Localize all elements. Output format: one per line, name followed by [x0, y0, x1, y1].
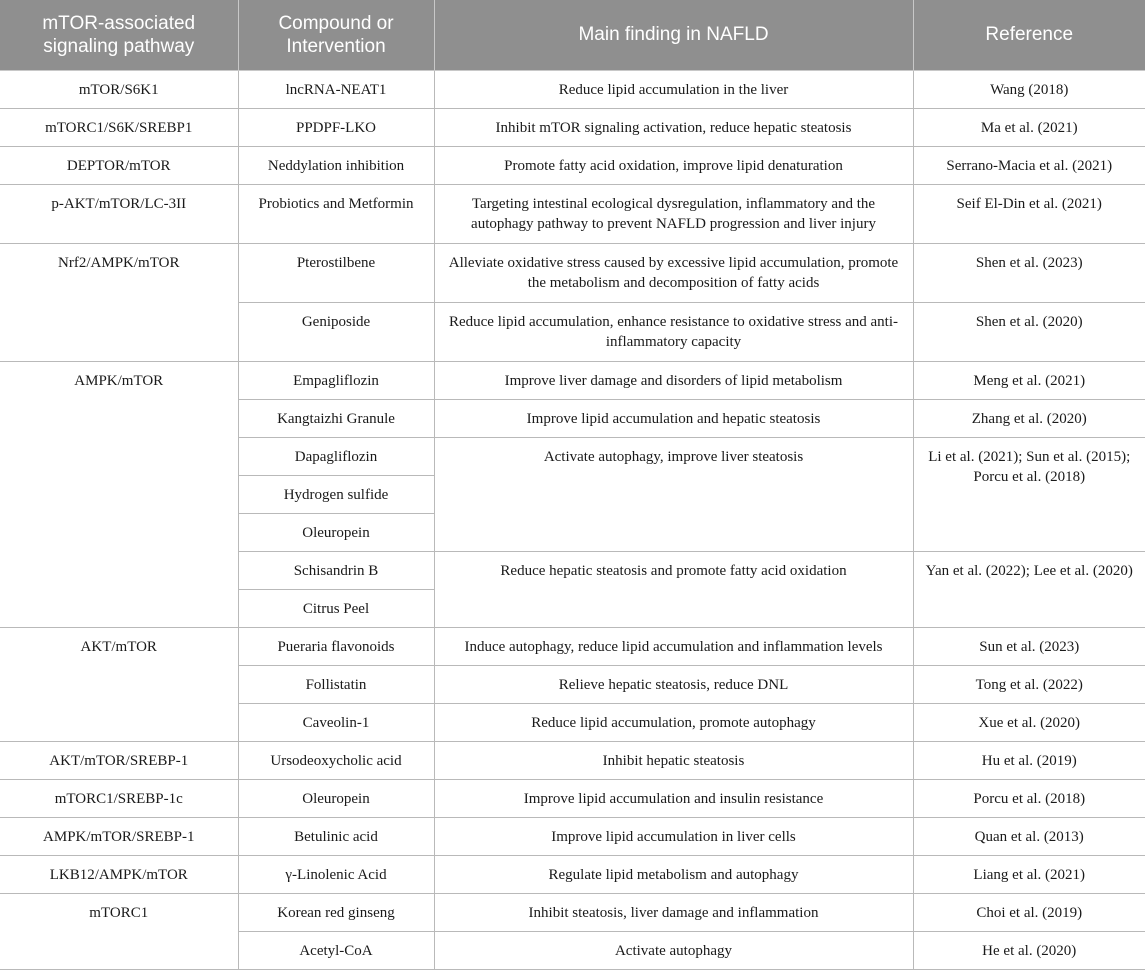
pathway-cell: Nrf2/AMPK/mTOR — [0, 243, 238, 361]
pathway-cell: mTOR/S6K1 — [0, 70, 238, 108]
header-reference: Reference — [913, 0, 1145, 70]
finding-cell: Inhibit steatosis, liver damage and inflammation — [434, 893, 913, 931]
reference-cell: Serrano-Macia et al. (2021) — [913, 146, 1145, 184]
reference-cell: Quan et al. (2013) — [913, 817, 1145, 855]
reference-cell: Li et al. (2021); Sun et al. (2015); Porcu et al. (2018) — [913, 437, 1145, 551]
reference-cell: Wang (2018) — [913, 70, 1145, 108]
table-row — [0, 361, 1145, 399]
table-row — [0, 243, 1145, 302]
pathway-cell: AKT/mTOR/SREBP-1 — [0, 741, 238, 779]
pathway-cell: DEPTOR/mTOR — [0, 146, 238, 184]
finding-cell: Activate autophagy, improve liver steatosis — [434, 437, 913, 551]
header-finding: Main finding in NAFLD — [434, 0, 913, 70]
compound-cell: Geniposide — [238, 302, 434, 361]
compound-cell: Betulinic acid — [238, 817, 434, 855]
table-row — [0, 817, 1145, 855]
reference-cell: Shen et al. (2020) — [913, 302, 1145, 361]
table-row — [0, 779, 1145, 817]
table-row — [0, 741, 1145, 779]
compound-cell: Caveolin-1 — [238, 703, 434, 741]
finding-cell: Reduce hepatic steatosis and promote fatty acid oxidation — [434, 551, 913, 627]
header-row — [0, 0, 1145, 70]
reference-cell: Xue et al. (2020) — [913, 703, 1145, 741]
pathway-cell: mTORC1 — [0, 893, 238, 969]
compound-cell: Pueraria flavonoids — [238, 627, 434, 665]
finding-cell: Relieve hepatic steatosis, reduce DNL — [434, 665, 913, 703]
pathway-cell: AMPK/mTOR — [0, 361, 238, 627]
finding-cell: Improve liver damage and disorders of lipid metabolism — [434, 361, 913, 399]
table-row — [0, 855, 1145, 893]
compound-cell: Acetyl-CoA — [238, 931, 434, 969]
finding-cell: Inhibit hepatic steatosis — [434, 741, 913, 779]
table-row — [0, 893, 1145, 931]
reference-cell: Porcu et al. (2018) — [913, 779, 1145, 817]
finding-cell: Improve lipid accumulation in liver cells — [434, 817, 913, 855]
reference-cell: Hu et al. (2019) — [913, 741, 1145, 779]
finding-cell: Activate autophagy — [434, 931, 913, 969]
finding-cell: Regulate lipid metabolism and autophagy — [434, 855, 913, 893]
finding-cell: Induce autophagy, reduce lipid accumulation and inflammation levels — [434, 627, 913, 665]
compound-cell: Neddylation inhibition — [238, 146, 434, 184]
pathway-cell: mTORC1/SREBP-1c — [0, 779, 238, 817]
compound-cell: Probiotics and Metformin — [238, 184, 434, 243]
table-row — [0, 627, 1145, 665]
finding-cell: Reduce lipid accumulation in the liver — [434, 70, 913, 108]
finding-cell: Reduce lipid accumulation, promote autophagy — [434, 703, 913, 741]
table-row — [0, 184, 1145, 243]
compound-cell: Oleuropein — [238, 779, 434, 817]
compound-cell: Kangtaizhi Granule — [238, 399, 434, 437]
finding-cell: Targeting intestinal ecological dysregulation, inflammatory and the autophagy pathway to prevent NAFLD progression and liver injury — [434, 184, 913, 243]
header-compound: Compound or Intervention — [238, 0, 434, 70]
compound-cell: Dapagliflozin — [238, 437, 434, 475]
reference-cell: Seif El-Din et al. (2021) — [913, 184, 1145, 243]
compound-cell: Korean red ginseng — [238, 893, 434, 931]
finding-cell: Improve lipid accumulation and hepatic steatosis — [434, 399, 913, 437]
reference-cell: Meng et al. (2021) — [913, 361, 1145, 399]
compound-cell: γ-Linolenic Acid — [238, 855, 434, 893]
finding-cell: Reduce lipid accumulation, enhance resistance to oxidative stress and anti-inflammatory capacity — [434, 302, 913, 361]
pathway-cell: AKT/mTOR — [0, 627, 238, 741]
compound-cell: Schisandrin B — [238, 551, 434, 589]
pathway-cell: mTORC1/S6K/SREBP1 — [0, 108, 238, 146]
reference-cell: Tong et al. (2022) — [913, 665, 1145, 703]
table-row — [0, 146, 1145, 184]
pathway-cell: p-AKT/mTOR/LC-3II — [0, 184, 238, 243]
compound-cell: lncRNA-NEAT1 — [238, 70, 434, 108]
table-row — [0, 70, 1145, 108]
compound-cell: Citrus Peel — [238, 589, 434, 627]
compound-cell: Follistatin — [238, 665, 434, 703]
finding-cell: Inhibit mTOR signaling activation, reduce hepatic steatosis — [434, 108, 913, 146]
pathway-cell: LKB12/AMPK/mTOR — [0, 855, 238, 893]
finding-cell: Improve lipid accumulation and insulin resistance — [434, 779, 913, 817]
compound-cell: Ursodeoxycholic acid — [238, 741, 434, 779]
reference-cell: Choi et al. (2019) — [913, 893, 1145, 931]
compound-cell: Oleuropein — [238, 513, 434, 551]
pathway-cell: AMPK/mTOR/SREBP-1 — [0, 817, 238, 855]
table-row — [0, 108, 1145, 146]
reference-cell: Yan et al. (2022); Lee et al. (2020) — [913, 551, 1145, 627]
reference-cell: Liang et al. (2021) — [913, 855, 1145, 893]
compound-cell: Hydrogen sulfide — [238, 475, 434, 513]
header-pathway: mTOR-associated signaling pathway — [0, 0, 238, 70]
reference-cell: He et al. (2020) — [913, 931, 1145, 969]
reference-cell: Zhang et al. (2020) — [913, 399, 1145, 437]
reference-cell: Shen et al. (2023) — [913, 243, 1145, 302]
compound-cell: Pterostilbene — [238, 243, 434, 302]
compound-cell: Empagliflozin — [238, 361, 434, 399]
reference-cell: Ma et al. (2021) — [913, 108, 1145, 146]
compound-cell: PPDPF-LKO — [238, 108, 434, 146]
reference-cell: Sun et al. (2023) — [913, 627, 1145, 665]
finding-cell: Promote fatty acid oxidation, improve lipid denaturation — [434, 146, 913, 184]
finding-cell: Alleviate oxidative stress caused by excessive lipid accumulation, promote the metabolism and decomposition of fatty acids — [434, 243, 913, 302]
